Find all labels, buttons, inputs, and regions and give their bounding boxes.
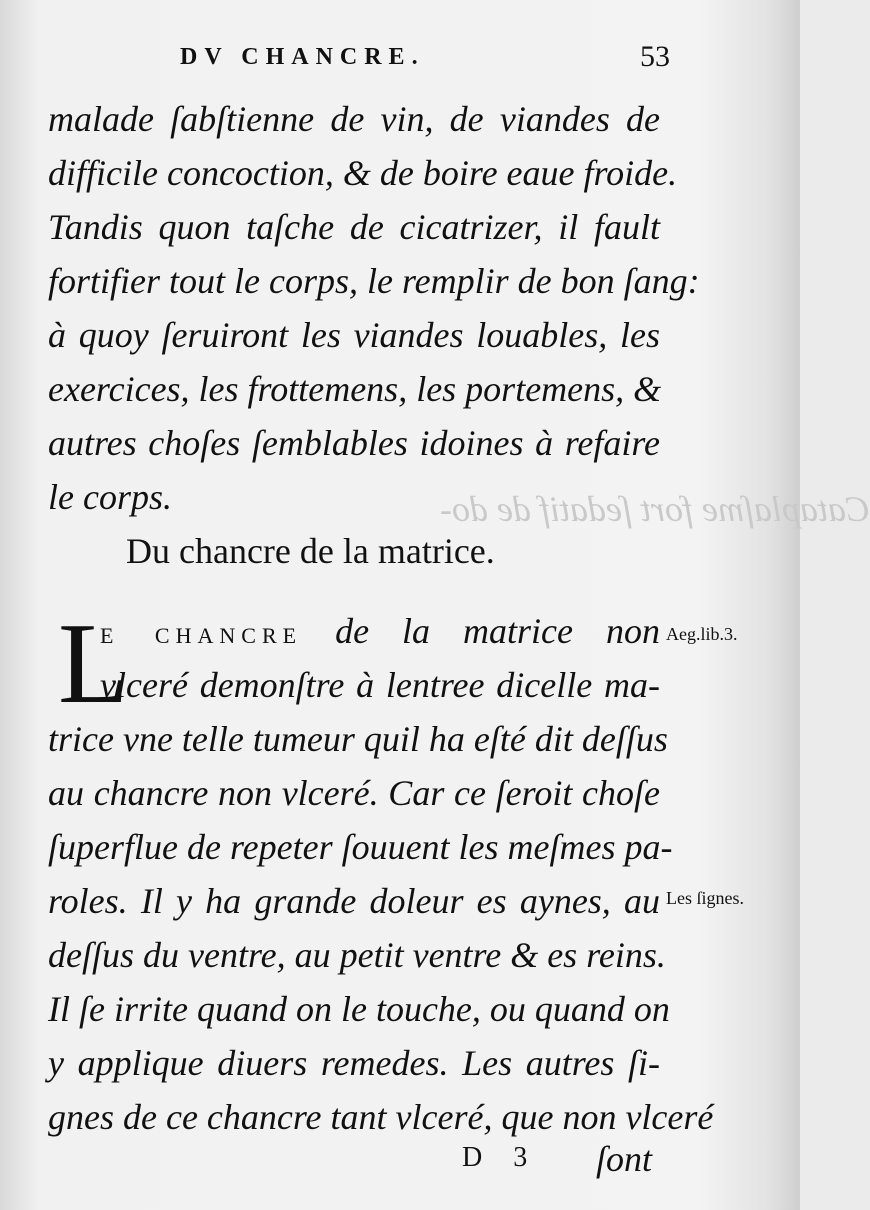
text-line: vlceré demonſtre à lentree dicelle ma- — [100, 665, 660, 705]
running-title: DV CHANCRE. — [180, 44, 425, 70]
text-line: fortifier tout le corps, le remplir de bon ſang: — [48, 261, 700, 301]
text-line: exercices, les frottemens, les portemens, & — [48, 369, 662, 409]
text-line: ſuperflue de repeter ſouuent les meſmes pa- — [48, 827, 673, 867]
text-line: difficile concoction, & de boire eaue froide. — [48, 153, 678, 193]
page-footer — [0, 1138, 800, 1188]
signature-mark: D 3 — [462, 1142, 540, 1173]
page-header — [0, 40, 800, 80]
text-line: autres choſes ſemblables idoines à refaire — [48, 423, 660, 463]
show-through-text: Cataplaſme fort ſedatif de do- — [440, 489, 870, 529]
text-line: gnes de ce chancre tant vlceré, que non vlceré — [48, 1097, 714, 1137]
text-line: Il ſe irrite quand on le touche, ou quand on — [48, 989, 670, 1029]
text-line: deſſus du ventre, au petit ventre & es reins. — [48, 935, 666, 975]
text-line: roles. Il y ha grande doleur es aynes, au — [48, 881, 660, 921]
text-line: à quoy ſeruiront les viandes louables, les — [48, 315, 660, 355]
section-heading: Du chancre de la matrice. — [126, 531, 495, 571]
text-line: Tandis quon taſche de cicatrizer, il fault — [48, 207, 660, 247]
text-line: malade ſabſtienne de vin, de viandes de — [48, 99, 660, 139]
first-line-rest: de la matrice non — [335, 611, 661, 651]
margin-note-reference: Aeg.lib.3. — [666, 624, 738, 644]
text-line: le corps. — [48, 477, 172, 517]
page-number: 53 — [640, 40, 670, 73]
drop-cap: L — [58, 600, 129, 728]
first-line — [48, 604, 660, 658]
text-line: trice vne telle tumeur quil ha eſté dit deſſus — [48, 719, 668, 759]
margin-note-signs: Les ſignes. — [666, 888, 744, 908]
catchword: ſont — [596, 1139, 653, 1179]
first-line-caps: E CHANCRE — [100, 623, 303, 648]
text-line: au chancre non vlceré. Car ce ſeroit choſe — [48, 773, 660, 813]
text-line: y applique diuers remedes. Les autres ſi- — [48, 1043, 660, 1083]
